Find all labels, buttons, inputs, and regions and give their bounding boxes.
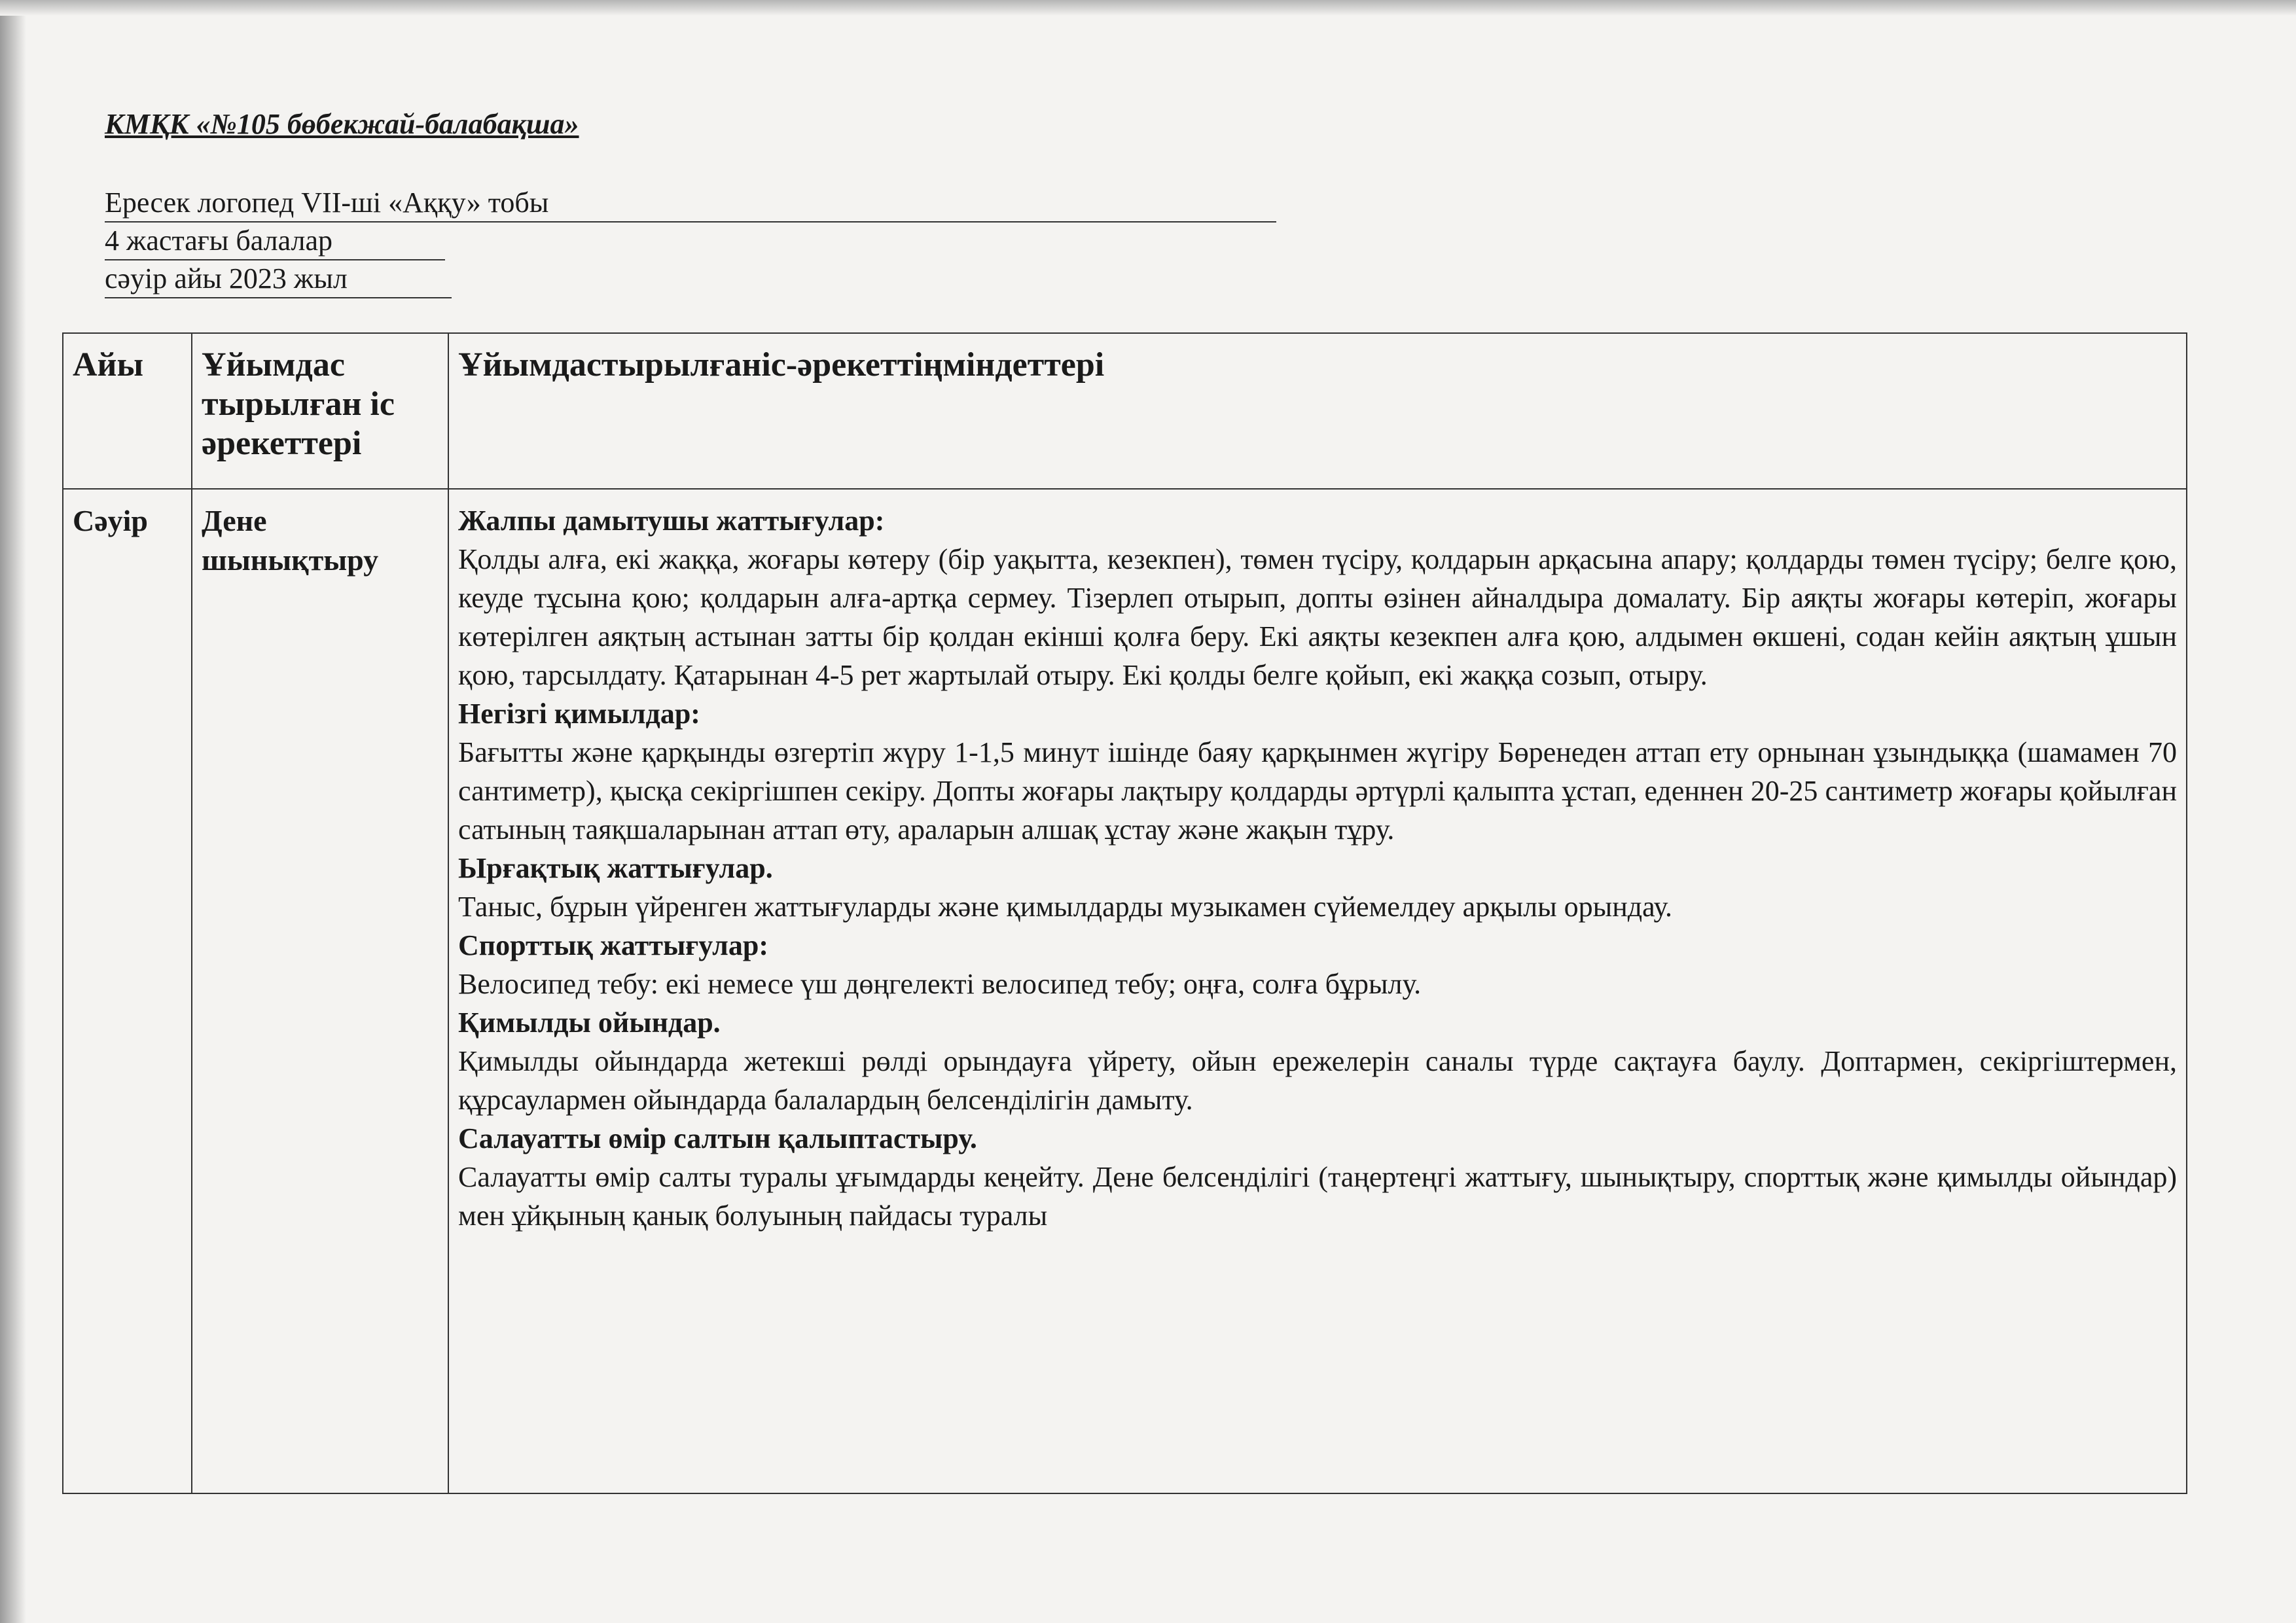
column-header-tasks: Ұйымдастырылғаніс-әрекеттіңміндеттері [448, 333, 2187, 489]
cell-tasks [448, 489, 2187, 1493]
section-text: Қимылды ойындарда жетекші рөлді орындауға үйрету, ойын ережелерін саналы түрде сақтауға баулу. Доптармен, секіргіштермен, құрсаулармен ойындарда балалардың белсенділігін дамыту. [458, 1045, 2177, 1116]
section-heading: Салауатты өмір салтын қалыптастыру. [458, 1122, 977, 1154]
section-text: Бағытты және қарқынды өзгертіп жүру 1-1,5 минут ішінде баяу қарқынмен жүгіру Бөренеден аттап ету орнынан ұзындыққа (шамамен 70 сантиметр), қысқа секіргішпен секіру. Допты жоғары лақтыру қолдарды әртүрлі қалыпта ұстап, еденнен 20-25 сантиметр жоғары қойылған сатының таяқшаларынан аттап өту, араларын алшақ ұстау және жақын тұру. [458, 736, 2177, 846]
document-header [105, 105, 1348, 298]
cell-month: Сәуір [63, 489, 192, 1493]
section-heading: Ырғақтық жаттығулар. [458, 852, 773, 884]
organization-title: КМҚК «№105 бөбекжай-балабақша» [105, 108, 579, 140]
scan-shadow-left [0, 0, 26, 1623]
section-heading: Қимылды ойындар. [458, 1007, 721, 1039]
section-text: Қолды алға, екі жаққа, жоғары көтеру (бір уақытта, кезекпен), төмен түсіру, қолдарын арқасына апару; қолдарды төмен түсіру; белге қою, кеуде тұсына қою; қолдарын алға-артқа сермеу. Тізерлеп отырып, допты өзінен айналдыра домалату. Бір аяқты жоғары көтеріп, жоғары көтерілген аяқтың астынан затты бір қолдан екінші қолға беру. Екі аяқты кезекпен алға қою, алдымен өкшені, содан кейін аяқтың ұшын қою, тарсылдату. Қатарынан 4-5 рет жартылай отыру. Екі қолды белге қойып, екі жаққа созып, отыру. [458, 543, 2177, 691]
cell-activity: Дене шынықтыру [192, 489, 448, 1493]
column-header-month: Айы [63, 333, 192, 489]
table-header-row [63, 333, 2187, 489]
table-row [63, 489, 2187, 1493]
section-text: Салауатты өмір салты туралы ұғымдарды кеңейту. Дене белсенділігі (таңертеңгі жаттығу, шынықтыру, спорттық және қимылды ойындар) мен ұйқының қанық болуының пайдасы туралы [458, 1161, 2177, 1232]
age-group: 4 жастағы балалар [105, 223, 445, 260]
section-heading: Негізгі қимылдар: [458, 698, 700, 730]
section-text: Велосипед тебу: екі немесе үш дөңгелекті велосипед тебу; оңға, солға бұрылу. [458, 968, 1422, 1000]
column-header-activity: Ұйымдас тырылған іс әрекеттері [192, 333, 448, 489]
section-heading: Жалпы дамытушы жаттығулар: [458, 505, 885, 537]
group-name: Ересек логопед VII-ші «Аққу» тобы [105, 185, 1276, 223]
plan-table [62, 332, 2187, 1494]
section-text: Таныс, бұрын үйренген жаттығуларды және қимылдарды музыкамен сүйемелдеу арқылы орындау. [458, 891, 1673, 923]
scan-shadow-top [0, 0, 2296, 16]
section-heading: Спорттық жаттығулар: [458, 929, 768, 961]
month-year: сәуір айы 2023 жыл [105, 260, 452, 298]
